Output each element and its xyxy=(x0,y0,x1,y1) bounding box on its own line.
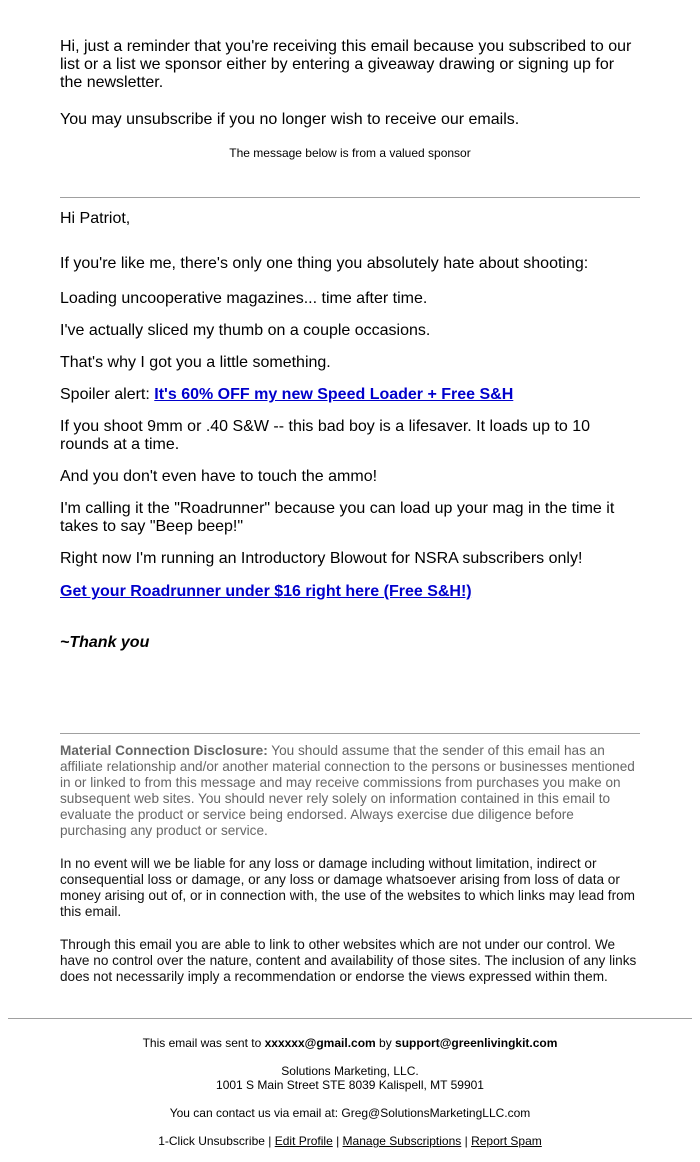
signoff: ~Thank you xyxy=(60,634,150,651)
roadrunner-cta-link[interactable]: Get your Roadrunner under $16 right here (Free S&H!) xyxy=(60,583,472,600)
separator: | xyxy=(332,1134,343,1148)
sender-email: support@greenlivingkit.com xyxy=(395,1036,558,1050)
message-paragraph: Right now I'm running an Introductory Blowout for NSRA subscribers only! xyxy=(60,550,583,567)
disclosure-section xyxy=(60,743,640,985)
material-disclosure xyxy=(60,743,640,839)
message-paragraph: I'm calling it the "Roadrunner" because you can load up your mag in the time it takes to say "Beep beep!" xyxy=(60,500,615,535)
contact-line: You can contact us via email at: Greg@SolutionsMarketingLLC.com xyxy=(169,1106,531,1120)
message-paragraph: I've actually sliced my thumb on a couple occasions. xyxy=(60,322,431,339)
message-paragraph xyxy=(60,386,640,404)
footer xyxy=(0,1036,700,1148)
sent-prefix: This email was sent to xyxy=(142,1036,265,1050)
speed-loader-offer-link[interactable]: It's 60% OFF my new Speed Loader + Free S&H xyxy=(154,386,514,403)
by-text: by xyxy=(375,1036,396,1050)
message-paragraph: If you shoot 9mm or .40 S&W -- this bad boy is a lifesaver. It loads up to 10 rounds at a time. xyxy=(60,418,591,453)
greeting: Hi Patriot, xyxy=(60,210,131,227)
disclosure-body: You should assume that the sender of this email has an affiliate relationship and/or another material connection to the persons or businesses mentioned in or linked to from this message and may receive commissions from purchases you make on subsequent web sites. You should never rely solely on information contained in this email to evaluate the product or service being endorsed. Always exercise due diligence before purchasing any product or service. xyxy=(60,743,635,838)
message-paragraph: That's why I got you a little something. xyxy=(60,354,331,371)
separator: | xyxy=(264,1134,275,1148)
unsubscribe-note: You may unsubscribe if you no longer wish to receive our emails. xyxy=(60,111,520,128)
message-paragraph: Loading uncooperative magazines... time after time. xyxy=(60,290,428,307)
report-spam-link[interactable]: Report Spam xyxy=(471,1134,542,1148)
company-name: Solutions Marketing, LLC. xyxy=(281,1064,419,1078)
message-paragraph: And you don't even have to touch the ammo! xyxy=(60,468,378,485)
sent-to-line xyxy=(0,1036,700,1050)
external-links-text: Through this email you are able to link to other websites which are not under our control. We have no control over the nature, content and availability of those sites. The inclusion of any links does not necessarily imply a recommendation or endorse the views expressed within them. xyxy=(60,937,637,984)
edit-profile-link[interactable]: Edit Profile xyxy=(274,1134,333,1148)
sponsor-note: The message below is from a valued sponsor xyxy=(229,146,471,160)
footer-links xyxy=(0,1134,700,1148)
footer-divider xyxy=(8,1018,692,1019)
one-click-unsubscribe[interactable]: 1-Click Unsubscribe xyxy=(158,1134,265,1148)
separator: | xyxy=(461,1134,472,1148)
recipient-email: xxxxxx@gmail.com xyxy=(264,1036,376,1050)
divider xyxy=(60,197,640,198)
divider xyxy=(60,733,640,734)
reminder-text: Hi, just a reminder that you're receiving this email because you subscribed to our list or a list we sponsor either by entering a giveaway drawing or signing up for the newsletter. xyxy=(60,38,632,91)
message-section xyxy=(60,210,640,652)
company-address: 1001 S Main Street STE 8039 Kalispell, MT 59901 xyxy=(216,1078,484,1092)
manage-subscriptions-link[interactable]: Manage Subscriptions xyxy=(342,1134,462,1148)
intro-section xyxy=(60,38,640,160)
message-paragraph: If you're like me, there's only one thing you absolutely hate about shooting: xyxy=(60,255,589,272)
spoiler-prefix: Spoiler alert: xyxy=(60,386,155,403)
disclosure-title: Material Connection Disclosure: xyxy=(60,743,268,758)
liability-text: In no event will we be liable for any loss or damage including without limitation, indirect or consequential loss or damage, or any loss or damage whatsoever arising from loss of data or money arising out of, or in connection with, the use of the websites to which links may lead from this email. xyxy=(60,856,635,919)
